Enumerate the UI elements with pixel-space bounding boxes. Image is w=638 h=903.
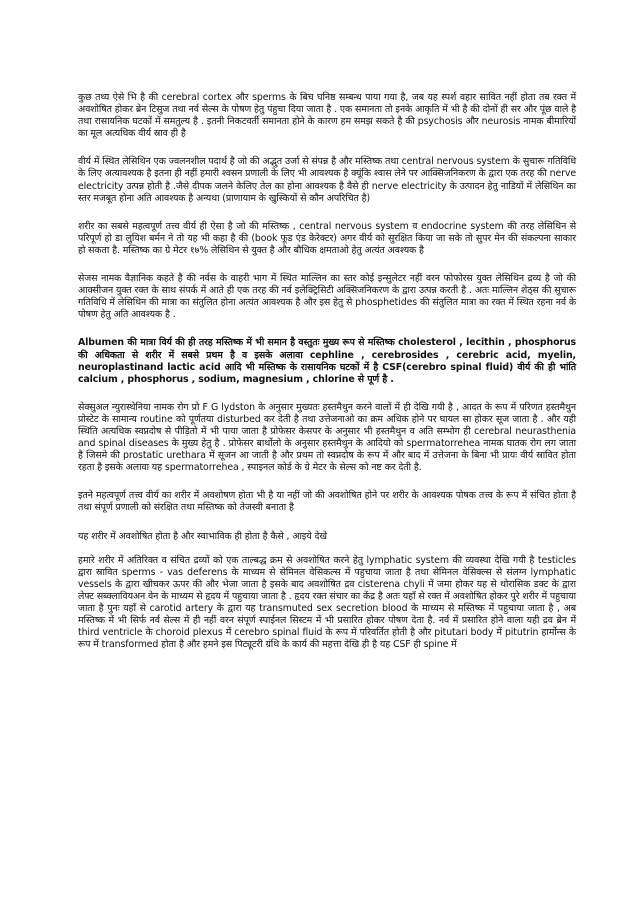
paragraph-absorption-question: इतने महत्वपूर्ण तत्त्व वीर्य का शरीर में अवशोषण होता भी है या नहीं जो की अवशोषित होने पर शरीर के आवश्यक पोषक तत्त्व के रूप में संचित होता है तथा संपूर्ण प्रणाली को संरक्षित तथा मस्तिष्क को तेजस्वी बनाता है <box>78 490 576 514</box>
paragraph-myelin: सेजस नामक वैज्ञानिक कहते है की नर्वस के वाहरी भाग में स्थित माल्लिन का स्तर कोई इन्सुलेटर नहीं वरन फोफोरस युक्त लेसिथिन द्रव्य है जो की आक्सीजन युक्त रक्त के साथ संपर्क में आते ही एक तरह की नर्व इलेक्ट्रिसिटी अक्सिजनिकरण के द्वारा उत्पन्न करती है . अतः माल्लिन शेठ्स की सुचारू गतिविधि में लेसिथिन की मात्रा का संतुलित होना अत्यंत आवश्यक है और इस हेतु से phosphetides की संतुलित मात्रा का रक्त में स्थित रहना नर्व के पोषण हेतु अति आवश्यक है . <box>78 273 576 321</box>
paragraph-lymphatic-system: हमारे शरीर में अतिरिक्त व संचित द्रव्यों को एक ताल्बद्ध क्रम से अवशोषित करने हेतु lymphatic system की व्यवस्था देखि गयी है testicles द्वारा स्रावित sperms - vas deferens के माध्यम से सेमिनल वेसिकल्स में पहुचाया जाता है तथा सेमिनल वेसिक्ल्स से संलग्न lymphatic vessels के द्वारा खीचकर ऊपर की और भेजा जाता है इसके बाद अवशोषित द्रव cisterena chyli में जमा होकर यह से थोरासिक डक्ट के द्वारा लेफ्ट सब्क्लावियअन वेन के माध्यम से हृदय में पहुचाया जाता है . हृदय रक्त संचार का केंद्र है अतः यहाँ से रक्त में अवशोषित होकर पुरे शरीर में पहुचाया जाता है पुनः यहाँ से carotid artery के द्वारा यह transmuted sex secretion blood के माध्यम से मस्तिष्क में पहुचाया जाता है , अब मस्तिष्क में भी सिर्फ नर्व सेल्स में ही नहीं वरन संपूर्ण स्पाईनल सिस्टम में भी प्रसारित होकर पोषण देता है. नर्व में प्रसारित होने वाला यही द्रव ब्रेन में third ventricle के choroid plexus में cerebro spinal fluid के रूप में परिवर्तित होती है और pitutari body में pitutrin हार्मोन्स के रूप में transformed होता है और हमने इस पिट्यूटरी ग्रंथि के कार्य की महत्ता देखि ही है यह CSF ही spine में <box>78 554 576 651</box>
paragraph-lecithin: वीर्य में स्थित लेसिथिन एक ज्वलनशील पदार्थ है जो की अद्भुत उर्जा से संपन्न है और मस्तिष्क तथा central nervous system के सुचारू गतिविधि के लिए अत्यावश्यक है इतना ही नहीं हमारी श्वसन प्रणाली के लिए भी आवश्यक है क्यूंकि श्वास लेने पर आक्सिजनिकरण के द्वारा एक तरह की nerve electricity उत्पन्न होती है .जैसे दीपक जलने केलिए तेल का होना आवश्यक है वैसे ही nerve electricity के उत्पादन हेतु नाडियों में लेसिथिन का स्तर मजबूत होना अति आवश्यक है अन्यथा (प्राणायाम के खुस्कियों से कौन अपरिचित है) <box>78 156 576 204</box>
paragraph-neurasthenia: सेक्सुअल न्युरास्थेनिया नामक रोग प्रो F G lydston के अनुसार मुख्यतः हस्तमैथुन करने वालों में ही देखि गयी है , आदत के रूप में परिणत हस्तमैथुन प्रोस्टेट के सामान्य routine को पूर्णतया disturbed कर देती है तथा उत्तेजनाओ का क्रम अधिक होने पर घायल सा होकर सूज जाता है . और यही स्थिति अत्यधिक स्वप्नदोष से पीड़ितो में भी पाया जाता है प्रोफेसर केसपर के अनुसार भी हस्तमैथुन व अति सम्भोग ही cerebral neurasthenia and spinal diseases के मुख्य हेतु है . प्रोफेसर बार्थोलो के अनुसार हस्तमैथुन के आदियो को spermatorrehea नामक घातक रोग लग जाता है जिसमे की prostatic urethara में सूजन आ जाती है और प्रथम तो स्वप्नदोष के रूप में और बाद में उत्तेजना के बिना भी प्रायः वीर्य स्रावित होता रहता है इसके अलावा यह spermatorrehea , स्पाइनल कोर्ड के ग्रे मेटर के सेल्स को नष्ट कर देती है. <box>78 401 576 474</box>
paragraph-nervous-system: शरीर का सबसे महत्वपूर्ण तत्त्व वीर्य ही ऐसा है जो की मस्तिष्क , central nervous system व endocrine system की तरह लेसिथिन से परिपूर्ण हो डा लुयिश बर्मन ने तो यह भी कहा है की (book फूड एंड केरेक्टर) अगर वीर्य को सुरक्षित किया जा सके तो सुपर मेन की संकल्पना साकार हो सकता है. मस्तिष्क का ग्रे मेटर १७% लेसिथिन से युक्त है और बौधिक क्षमताओ हेतु अत्यंत अवश्यक है <box>78 220 576 256</box>
document-page <box>78 92 576 667</box>
paragraph-albumen: Albumen की मात्रा विर्य की ही तरह मस्तिष्क में भी समान है वस्तुतः मुख्य रूप से मस्तिष्क cholesterol , lecithin , phosphorus की अधिकता से शरीर में सबसे प्रथम है व इसके अलावा cephline , cerebrosides , cerebric acid, myelin, neuroplastinand lactic acid आदि भी मस्तिष्क के रासायनिक घटकों में है CSF(cerebro spinal fluid) वीर्य की ही भांति calcium , phosphorus , sodium, magnesium , chlorine से पूर्ण है . <box>78 337 576 385</box>
paragraph-lets-see: यह शरीर में अवशोषित होता है और स्वाभाविक ही होता है कैसे , आइये देखे <box>78 530 327 542</box>
paragraph-cortex-sperms: कुछ तथ्य ऐसे भि है की cerebral cortex और sperms के बिच घनिष्ठ सम्बन्ध पाया गया है, जब यह स्पर्श वहार सावित नहीं होता तब रक्त में अवशोषित होकर ब्रेन टिसुज तथा नर्व सेल्स के पोषण हेतु पंहुचा दिया जाता है . एक समानता तो इनके आकृति में भी है की दोनों ही सर और पूंछ वाले है तथा रासायनिक घटकों में समतुल्य है . इतनी निकटवर्ती समानता होने के कारण हम समझ सकते है की psychosis और neurosis नामक बीमारियों का मूल अत्यधिक वीर्य स्राव ही है <box>78 92 576 140</box>
